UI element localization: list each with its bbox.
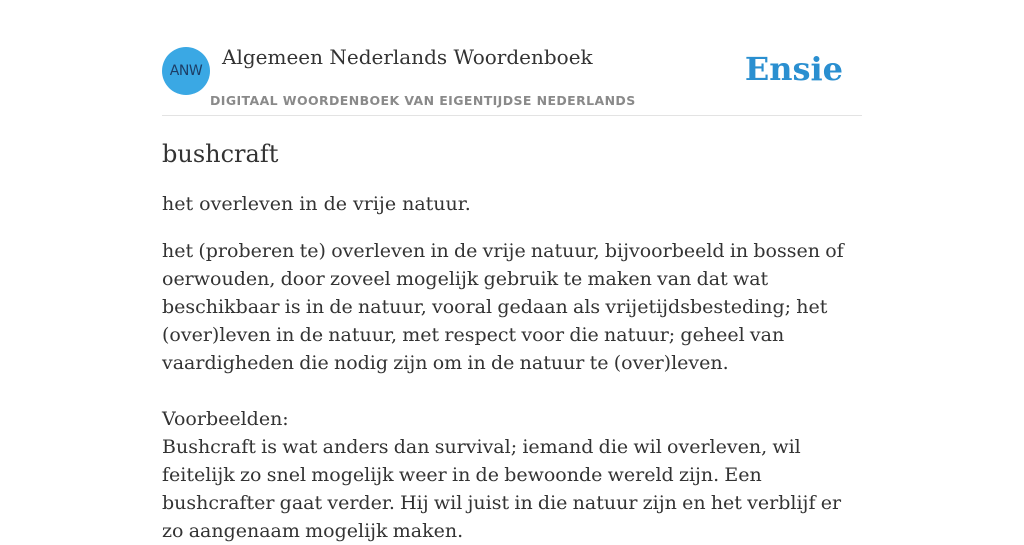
ensie-brand-link[interactable]: Ensie xyxy=(744,50,843,88)
short-definition: het overleven in de vrije natuur. xyxy=(162,193,471,215)
long-definition: het (proberen te) overleven in de vrije natuur, bijvoorbeeld in bossen of oerwouden, door zoveel mogelijk gebruik te maken van dat wat beschikbaar is in de natuur, vooral gedaan als vrijetijdsbesteding; het (over)leven in de natuur, met respect voor die natuur; geheel van vaardigheden die nodig zijn om in de natuur te (over)leven. xyxy=(162,240,844,374)
anw-logo[interactable]: ANW xyxy=(162,47,210,95)
example-text: Bushcraft is wat anders dan survival; iemand die wil overleven, wil feitelijk zo snel mogelijk weer in de bewoonde wereld zijn. Een bushcrafter gaat verder. Hij wil juist in die natuur zijn en het verblijf er zo aangenaam mogelijk maken. xyxy=(162,436,842,542)
site-title[interactable]: Algemeen Nederlands Woordenboek xyxy=(222,45,593,69)
entry-headword: bushcraft xyxy=(162,140,279,168)
site-header xyxy=(162,44,862,116)
examples-label: Voorbeelden: xyxy=(162,408,289,430)
entry-content xyxy=(162,140,862,545)
site-subtitle: DIGITAAL WOORDENBOEK VAN EIGENTIJDSE NEDERLANDS xyxy=(210,93,636,108)
